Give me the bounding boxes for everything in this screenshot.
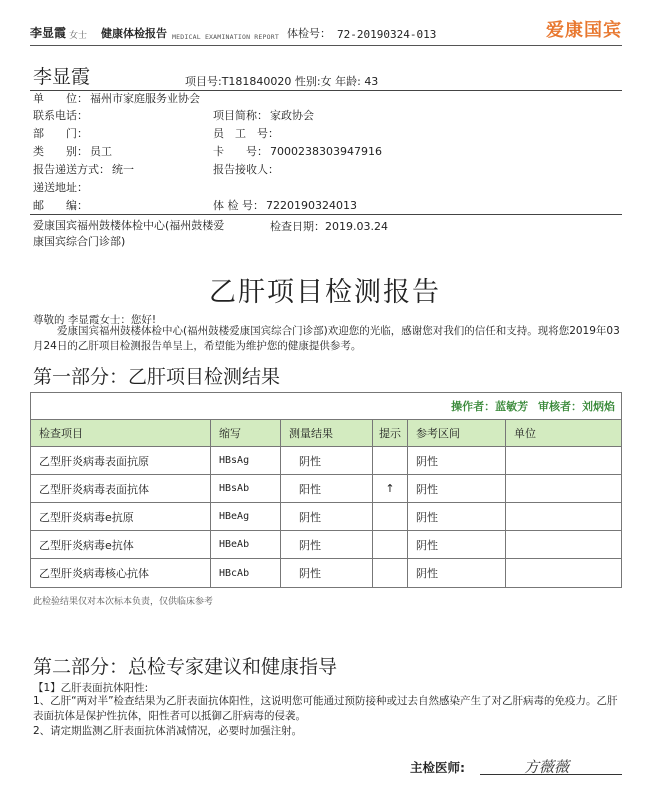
delivery-label: 报告递送方式： bbox=[33, 163, 110, 176]
category-value: 员工 bbox=[90, 145, 112, 158]
header-exam-no-label: 体检号： bbox=[286, 27, 331, 40]
cell-flag bbox=[373, 559, 408, 587]
unit-label: 单 位： bbox=[33, 92, 88, 105]
phone-label: 联系电话： bbox=[33, 109, 88, 122]
reviewer-name: 刘炳焰 bbox=[582, 400, 615, 413]
cell-unit bbox=[506, 559, 621, 587]
check-date-label: 检查日期： bbox=[270, 220, 325, 233]
cell-item: 乙型肝炎病毒表面抗体 bbox=[31, 475, 211, 502]
col-header: 检查项目 bbox=[31, 420, 211, 446]
info-row-postal bbox=[30, 197, 622, 214]
col-header: 单位 bbox=[514, 427, 536, 440]
info-row-unit bbox=[30, 90, 622, 107]
report-header bbox=[30, 20, 622, 46]
greeting: 尊敬的 李显霞女士：您好! bbox=[33, 314, 157, 326]
cell-unit bbox=[506, 531, 621, 558]
postal-label: 邮 编： bbox=[33, 199, 88, 212]
cell-unit bbox=[506, 447, 621, 474]
divider bbox=[30, 214, 622, 215]
cell-ref: 阴性 bbox=[408, 447, 506, 474]
info-row-address bbox=[30, 179, 622, 196]
cell-item: 乙型肝炎病毒表面抗原 bbox=[31, 447, 211, 474]
cell-item: 乙型肝炎病毒核心抗体 bbox=[31, 559, 211, 587]
advice-line-1: 1、乙肝“两对半”检查结果为乙肝表面抗体阳性，这说明您可能通过预防接种或过去自然感染产生了对乙肝病毒的免疫力。乙肝表面抗体是保护性抗体，阳性者可以抵御乙肝病毒的侵袭。 bbox=[33, 695, 618, 722]
check-date bbox=[270, 218, 388, 234]
cell-flag bbox=[373, 447, 408, 474]
cell-abbr: HBeAg bbox=[211, 503, 281, 530]
operator-name: 蓝敏芳 bbox=[495, 400, 529, 413]
cell-ref: 阴性 bbox=[408, 531, 506, 558]
project-line: 项目号:T181840020 性别:女 年龄: 43 bbox=[185, 75, 379, 88]
unit-value: 福州市家庭服务业协会 bbox=[90, 92, 200, 105]
col-header: 提示 bbox=[373, 420, 408, 446]
cell-result: 阴性 bbox=[281, 447, 373, 474]
header-report-title-en: MEDICAL EXAMINATION REPORT bbox=[172, 33, 279, 41]
cell-abbr: HBsAb bbox=[211, 475, 281, 502]
result-note: 此检验结果仅对本次标本负责，仅供临床参考 bbox=[33, 597, 214, 607]
info-row-phone bbox=[30, 107, 622, 124]
card-value: 7000238303947916 bbox=[270, 145, 382, 158]
section1-title: 第一部分：乙肝项目检测结果 bbox=[33, 366, 281, 388]
cell-flag bbox=[373, 531, 408, 558]
advice-line-2: 2、请定期监测乙肝表面抗体消减情况，必要时加强注射。 bbox=[33, 725, 303, 737]
advice-subtitle: 【1】乙肝表面抗体阳性: bbox=[33, 682, 149, 694]
cell-ref: 阴性 bbox=[408, 475, 506, 502]
examno-label: 体 检 号： bbox=[213, 199, 264, 212]
col-header: 测量结果 bbox=[281, 420, 373, 446]
delivery-value: 统一 bbox=[112, 163, 134, 176]
table-row bbox=[31, 531, 621, 559]
cell-result: 阳性 bbox=[281, 475, 373, 502]
header-gender-suffix: 女士 bbox=[69, 31, 88, 41]
cell-abbr: HBcAb bbox=[211, 559, 281, 587]
abbr-label: 项目简称： bbox=[213, 109, 268, 122]
cell-result: 阴性 bbox=[281, 559, 373, 587]
main-title: 乙肝项目检测报告 bbox=[209, 277, 441, 308]
table-row bbox=[31, 559, 621, 587]
col-header: 缩写 bbox=[211, 420, 281, 446]
signature-line bbox=[480, 774, 622, 775]
header-exam-no: 72-20190324-013 bbox=[336, 28, 437, 41]
info-row-delivery bbox=[30, 161, 622, 178]
section2-title: 第二部分：总检专家建议和健康指导 bbox=[33, 656, 338, 678]
card-label: 卡 号： bbox=[213, 145, 268, 158]
intro-paragraph: 爱康国宾福州鼓楼体检中心(福州鼓楼爱康国宾综合门诊部)欢迎您的光临，感谢您对我们的信任和支持。现将您2019年03月24日的乙肝项目检测报告单呈上，希望能为维护您的健康提供参考。 bbox=[33, 325, 620, 352]
cell-flag bbox=[373, 503, 408, 530]
results-table bbox=[30, 392, 622, 588]
cell-result: 阴性 bbox=[281, 503, 373, 530]
cell-unit bbox=[506, 475, 621, 502]
exam-center: 爱康国宾福州鼓楼体检中心(福州鼓楼爱康国宾综合门诊部) bbox=[33, 219, 225, 248]
header-patient-name: 李显霞 bbox=[30, 26, 67, 40]
info-row-category bbox=[30, 143, 622, 160]
check-date-value: 2019.03.24 bbox=[325, 220, 388, 233]
info-row-dept bbox=[30, 125, 622, 142]
table-header bbox=[31, 420, 621, 447]
receiver-label: 报告接收人： bbox=[213, 163, 279, 176]
cell-ref: 阴性 bbox=[408, 559, 506, 587]
table-row bbox=[31, 447, 621, 475]
table-row bbox=[31, 503, 621, 531]
category-label: 类 别： bbox=[33, 145, 88, 158]
cell-flag: ↑ bbox=[373, 475, 408, 502]
table-row bbox=[31, 475, 621, 503]
staff-label: 员 工 号： bbox=[213, 127, 279, 140]
dept-label: 部 门： bbox=[33, 127, 88, 140]
operators-row bbox=[31, 393, 621, 420]
cell-item: 乙型肝炎病毒e抗体 bbox=[31, 531, 211, 558]
col-header: 参考区间 bbox=[408, 420, 506, 446]
cell-abbr: HBeAb bbox=[211, 531, 281, 558]
cell-item: 乙型肝炎病毒e抗原 bbox=[31, 503, 211, 530]
advice-body bbox=[33, 694, 622, 739]
header-report-title: 健康体检报告 bbox=[101, 27, 168, 40]
cell-unit bbox=[506, 503, 621, 530]
doctor-label: 主检医师: bbox=[410, 760, 465, 775]
abbr-value: 家政协会 bbox=[270, 109, 314, 122]
cell-result: 阴性 bbox=[281, 531, 373, 558]
operator-label: 操作者： bbox=[451, 400, 496, 413]
reviewer-label: 审核者： bbox=[538, 400, 582, 413]
doctor-signature: 方薇薇 bbox=[524, 758, 570, 776]
cell-abbr: HBsAg bbox=[211, 447, 281, 474]
patient-name: 李显霞 bbox=[33, 66, 91, 88]
cell-ref: 阴性 bbox=[408, 503, 506, 530]
brand-logo: 爱康国宾 bbox=[546, 20, 622, 41]
examno-value: 7220190324013 bbox=[266, 199, 357, 212]
address-label: 递送地址： bbox=[33, 181, 88, 194]
